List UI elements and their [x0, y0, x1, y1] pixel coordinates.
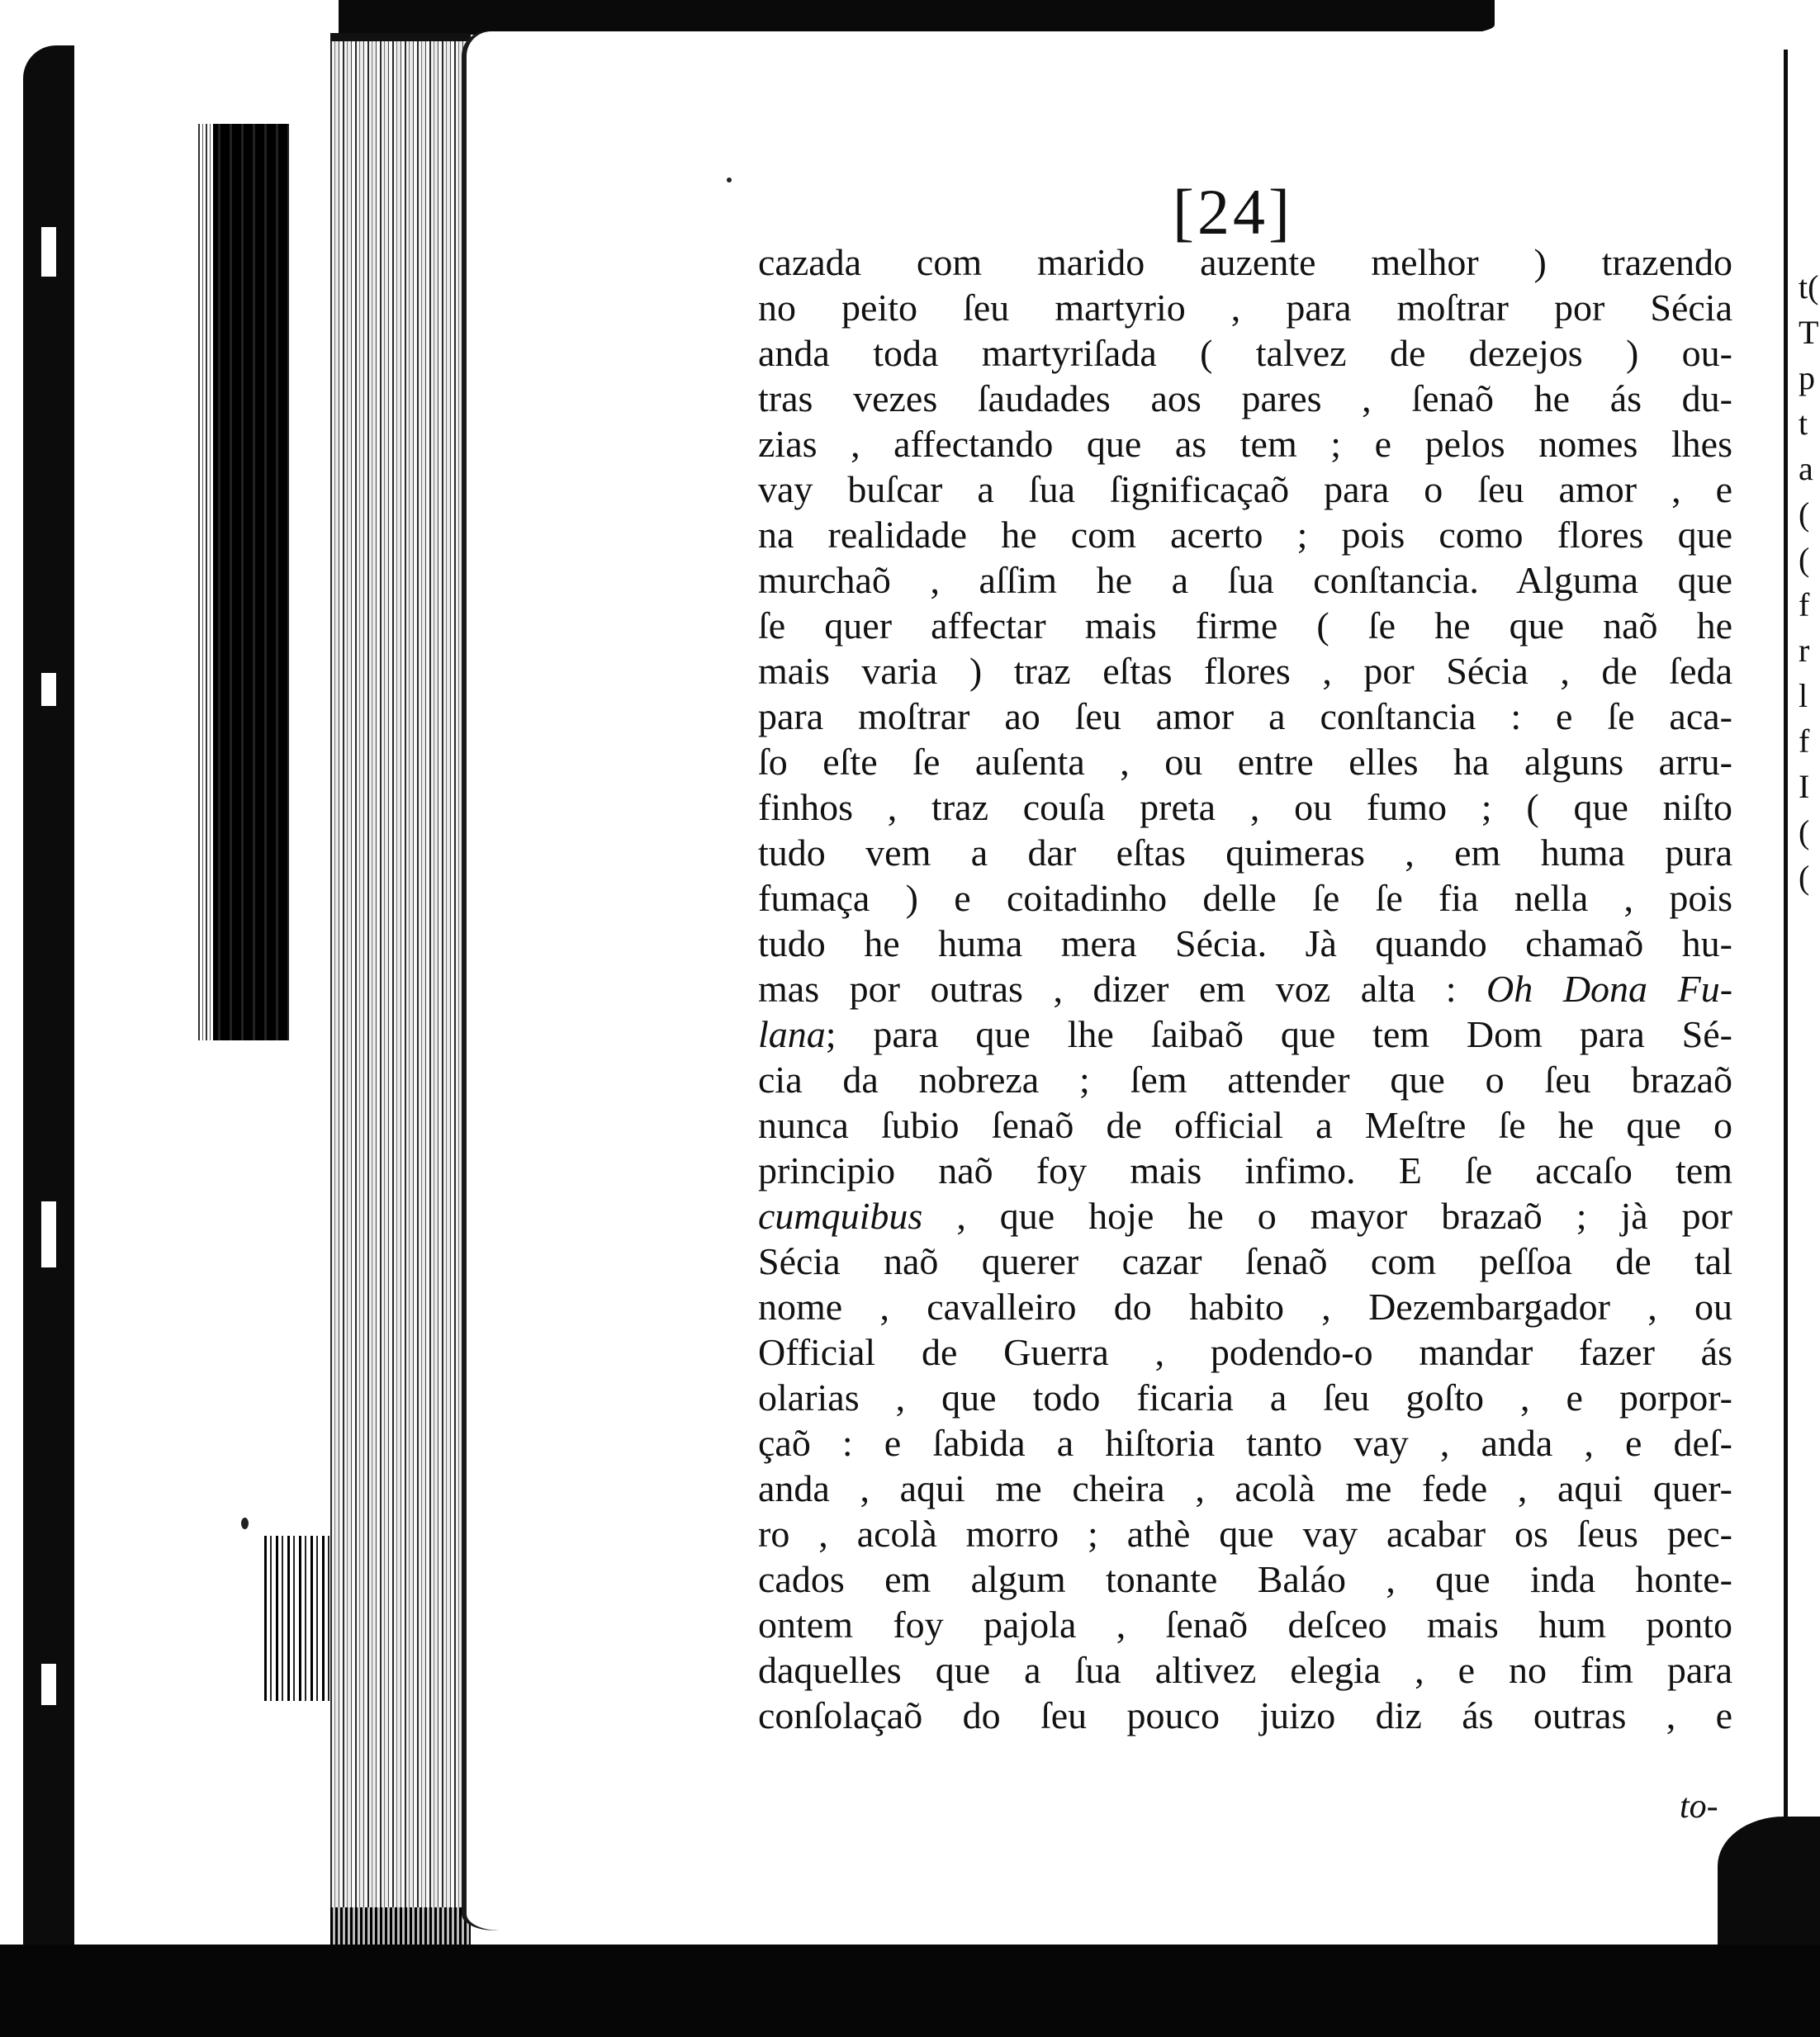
facing-fragment: T	[1799, 314, 1819, 351]
text-line: mais varia ) traz eſtas flores , por Sécia , de ſeda	[758, 650, 1732, 692]
text-line: para moſtrar ao ſeu amor a conſtancia : e ſe aca-	[758, 695, 1732, 737]
book-cover-top-edge	[339, 0, 1495, 35]
text-line: cazada com marido auzente melhor ) trazendo	[758, 241, 1732, 283]
text-line: tudo he huma mera Sécia. Jà quando chamaõ hu-	[758, 922, 1732, 964]
text-line: ſo eſte ſe auſenta , ou entre elles ha alguns arru-	[758, 741, 1732, 783]
text-segment: mas por outras , dizer em voz alta :	[758, 968, 1457, 1010]
facing-fragment: (	[1799, 813, 1810, 850]
facing-fragment: p	[1799, 359, 1815, 396]
text-line: daquelles que a ſua altivez elegia , e no fim para	[758, 1649, 1732, 1691]
text-line: olarias , que todo ficaria a ſeu goſto , e porpor-	[758, 1376, 1732, 1419]
scan-artifact-strip	[264, 1536, 330, 1701]
facing-fragment: f	[1799, 586, 1810, 623]
scan-margin-bottom	[0, 1945, 1820, 2037]
text-line: na realidade he com acerto ; pois como flores que	[758, 514, 1732, 556]
text-segment: , que hoje he o mayor brazaõ ; jà por	[956, 1195, 1732, 1237]
facing-fragment: t(	[1799, 268, 1819, 306]
text-line: murchaõ , aſſim he a ſua conſtancia. Alguma que	[758, 559, 1732, 601]
text-line: nunca ſubio ſenaõ de official a Meſtre ſe he que o	[758, 1104, 1732, 1146]
facing-fragment: f	[1799, 722, 1810, 760]
text-line: cados em algum tonante Baláo , que inda honte-	[758, 1558, 1732, 1600]
text-line: cia da nobreza ; ſem attender que o ſeu brazaõ	[758, 1059, 1732, 1101]
text-line: conſolaçaõ do ſeu pouco juizo diz ás outras , e	[758, 1694, 1732, 1736]
text-line: ontem foy pajola , ſenaõ deſceo mais hum ponto	[758, 1604, 1732, 1646]
text-line: tras vezes ſaudades aos pares , ſenaõ he ás du-	[758, 377, 1732, 419]
catchword: to-	[1680, 1788, 1718, 1826]
ink-speck	[241, 1518, 249, 1529]
text-line	[758, 966, 1732, 1011]
text-line: no peito ſeu martyrio , para moſtrar por Sécia	[758, 287, 1732, 329]
facing-fragment: l	[1799, 677, 1808, 714]
italic-text: lana	[758, 1013, 826, 1055]
text-line: principio naõ foy mais infimo. E ſe accaſo tem	[758, 1149, 1732, 1191]
text-line: tudo vem a dar eſtas quimeras , em huma pura	[758, 831, 1732, 874]
facing-fragment: r	[1799, 632, 1810, 669]
facing-fragment: I	[1799, 768, 1810, 805]
text-line: fumaça ) e coitadinho delle ſe ſe fia nella , pois	[758, 877, 1732, 919]
book-cover-corner	[1718, 1817, 1820, 1949]
text-line: finhos , traz couſa preta , ou fumo ; ( que niſto	[758, 786, 1732, 828]
text-segment: ; para que lhe ſaibaõ que tem Dom para Sé-	[825, 1013, 1732, 1055]
text-line: anda , aqui me cheira , acolà me fede , aqui quer-	[758, 1467, 1732, 1509]
body-text	[758, 239, 1732, 1738]
facing-fragment: (	[1799, 859, 1810, 896]
facing-fragment: (	[1799, 495, 1810, 533]
fore-edge-bottom	[330, 1907, 471, 1949]
text-line: anda toda martyriſada ( talvez de dezejos ) ou-	[758, 332, 1732, 374]
italic-text: cumquibus	[758, 1195, 923, 1237]
text-line: Sécia naõ querer cazar ſenaõ com peſſoa de tal	[758, 1240, 1732, 1282]
text-line: çaõ : e ſabida a hiſtoria tanto vay , anda , e deſ-	[758, 1422, 1732, 1464]
italic-text: Oh Dona Fu-	[1486, 968, 1733, 1010]
text-line: Official de Guerra , podendo-o mandar fazer ás	[758, 1331, 1732, 1373]
book-cover-left-edge	[23, 45, 74, 1945]
text-line: vay buſcar a ſua ſignificaçaõ para o ſeu amor , e	[758, 468, 1732, 510]
ink-speck	[727, 178, 732, 182]
page-stack-fore-edge	[330, 41, 471, 1932]
scan-margin-band	[74, 58, 198, 1949]
text-line: zias , affectando que as tem ; e pelos nomes lhes	[758, 423, 1732, 465]
text-line	[758, 1193, 1732, 1239]
text-line: ſe quer affectar mais firme ( ſe he que naõ he	[758, 604, 1732, 647]
facing-fragment: (	[1799, 541, 1810, 578]
scan-artifact-block	[213, 124, 289, 1040]
text-line	[758, 1011, 1732, 1057]
facing-fragment: t	[1799, 405, 1808, 442]
text-line: ro , acolà morro ; athè que vay acabar os ſeus pec-	[758, 1513, 1732, 1555]
facing-page-fragments	[1799, 264, 1818, 900]
page-number: [24]	[1173, 176, 1293, 248]
facing-fragment: a	[1799, 450, 1813, 487]
text-line: nome , cavalleiro do habito , Dezembargador , ou	[758, 1286, 1732, 1328]
